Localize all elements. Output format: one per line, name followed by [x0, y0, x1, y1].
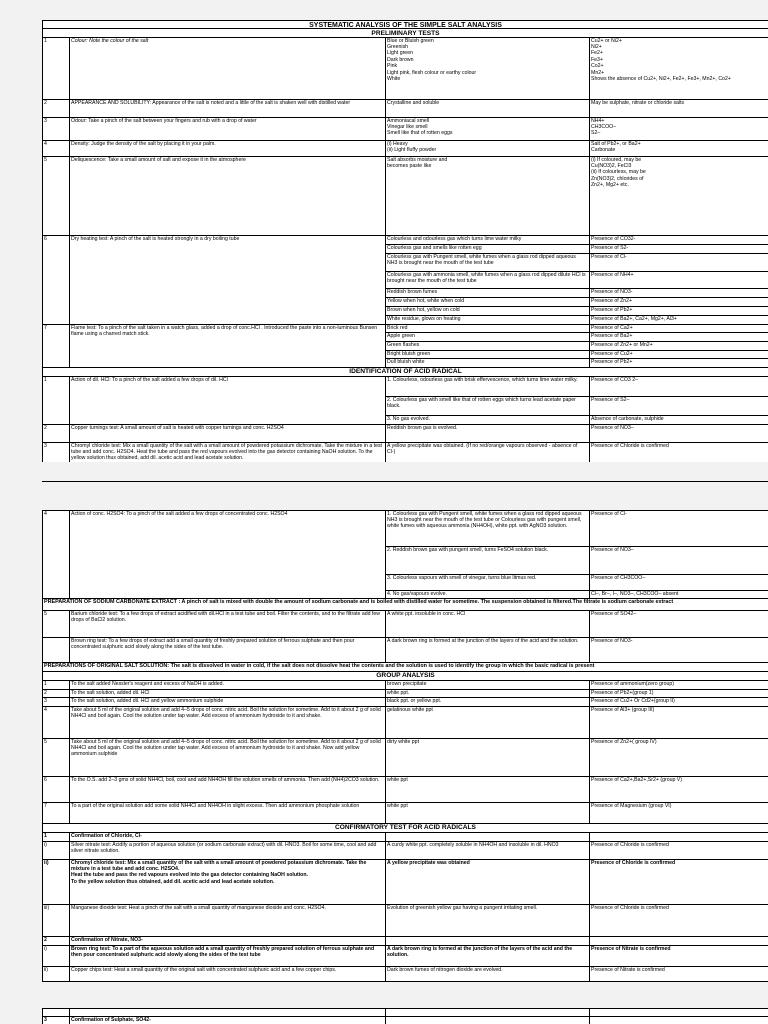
table-row: 3 Chromyl chloride test: Mix a small quantity of the salt with a small amount of powdered potassium dichromate. Take the mixture in a test tube and add conc. H2SO4. Heat the tube and pass the red vapours evolved into the gas detector containing NaOH solution. To the yellow solution thus obtained, add dil. acetic acid and lead acetate solution. A yellow precipitate was obtained. (If no red/orange vapours observed - absence of Cl-) Presence of Chloride is confirmed: [44, 442, 669, 462]
nitrate-section-title: Confirmation of Nitrate, NO3-: [71, 936, 143, 943]
confirmatory-heading: CONFIRMATORY TEST FOR ACID RADICALS: [335, 823, 476, 831]
chloride-section-title: Confirmation of Chloride, Cl-: [71, 832, 142, 839]
table-row: 3 To the salt solution, added dil. HCl and yellow ammonium sulphide black ppt. or yellow ppt. Presence of Cu2+ Or Cd2+(group II): [44, 697, 675, 704]
group-analysis-heading: GROUP ANALYSIS: [376, 671, 435, 679]
table-row: 1 Colour: Note the colour of the salt Blue or Bluish green Greenish Light green Dark brown Pink Light pink, flesh colour or earthy colour White Cu2+ or Ni2+ Ni2+ Fe2+ Fe3+ Co2+ Mn2+ Shows the absence of Cu2+, Ni2+, Fe2+, Fe3+, Mn2+, Co2+: [44, 37, 731, 82]
extract-heading: PREPARATION OF SODIUM CARBONATE EXTRACT : A pinch of salt is mixed with double the amount of sodium carbonate and is boiled with distilled water for sometime. The suspension obtained is filtered.The filtrate is sodium carbonate extract: [44, 598, 674, 605]
table-row: 5 Barium chloride test: To a few drops of extract acidified with dil.HCl in a test tube and boil. Filter the contents, and to the filtrate add few drops of BaCl2 solution. A white ppt. insoluble in conc. HCl Presence of SO42–: [44, 610, 637, 623]
table-row: i) Silver nitrate test: Acidify a portion of aqueous solution (or sodium carbonate extract) with dil. HNO3. Boil for some time, cool and add silver nitrate solution. A curdy white ppt. completely soluble in NH4OH and insoluble in dil. HNO3 Presence of Chloride is confirmed: [44, 841, 669, 854]
page-3: 3 Confirmation of Sulphate, SO42-: [42, 1008, 768, 1024]
table-row: 5 Deliquescence: Take a small amount of salt and expose it in the atmosphere Salt absorbs moisture and becomes paste like (i) If coloured, may be Cu(NO3)2, FeCl3 (ii) If colourless, may be Zn(NO3)2, chlorides of Zn2+, Mg2+ etc.: [44, 156, 646, 189]
table-row: 7 To a part of the original solution add some solid NH4Cl and NH4OH in slight excess. Then add ammonium phosphate solution white ppt Presence of Magnesium (group VI): [44, 802, 672, 809]
original-solution-heading: PREPARATIONS OF ORIGINAL SALT SOLUTION: The salt is dissolved in water in cold, if the salt does not dissolve heat the contents and the solution is used to identify the group in which the basic radical is present: [44, 662, 595, 669]
table-row: 1 To the salt added Nessler's reagent and excess of NaOH is added. brown precipitate Presence of ammonium(zero group): [44, 680, 675, 687]
table-row: 2 Copper turnings test: A small amount of salt is heated with copper turnings and conc. H2SO4 Reddish brown gas is evolved. Presence of NO3–: [44, 424, 634, 431]
table-row: 2 APPEARANCE AND SOLUBILITY: Appearance of the salt is noted and a little of the salt is shaken well with distilled water Crystalline and soluble May be sulphate, nitrate or chloride salts: [44, 99, 685, 106]
table-row: iii) Manganese dioxide test: Heat a pinch of the salt with a small quantity of manganese dioxide and conc. H2SO4. Evolution of greenish yellow gas having a pungent irritating smell. Presence of Chloride is confirmed: [44, 904, 669, 911]
prelim-heading: PRELIMINARY TESTS: [371, 29, 440, 37]
table-row: 4 Take about 5 ml of the original solution and add 4–5 drops of conc. nitric acid. Boil the solution for sometime. Add to it about 2 g of solid NH4Cl and boil again. Cool the solution under tap water. Add excess of ammonium hydroxide to it and shake. gelatinous white ppt Presence of Al3+ (group III): [44, 706, 655, 719]
flame-test: 7 Flame test: To a pinch of the salt taken in a watch glass, added a drop of conc.HCl . Introduced the paste into a non-luminous Bunsen flame using a charred match stick.: [44, 324, 378, 337]
table-row: 5 Take about 5 ml of the original solution and add 4–5 drops of conc. nitric acid. Boil the solution for sometime. Add to it about 2 g of solid NH4Cl and boil again. Cool the solution under tap water. Add excess of ammonium hydroxide to it and shake. Now add yellow ammonium sulphide dirty white ppt Presence of Zn2+( group IV): [44, 738, 657, 758]
page-1: SYSTEMATIC ANALYSIS OF THE SIMPLE SALT ANALYSIS PRELIMINARY TESTS 1 Colour: Note the colour of the salt Blue or Bluish green Greenish Light green Dark brown Pink Light pink, flesh colour or earthy colour White Cu2+ or Ni2+ Ni2+ Fe2+ Fe3+ Co2+ Mn2+ Shows the absence of Cu2+, Ni2+, Fe2+, Fe3+, Mn2+, Co2+ 2 APPEARANCE AND SOLUBILITY: Appearance of the salt is noted and a little of the salt is shaken well with distilled water Crystalline and soluble May be sulphate, nitrate or chloride salts 3 Odour: Take a pinch of the salt between your fingers and rub with a drop of water Ammoniacal smell Vinegar like smell Smell like that of rotten eggs NH4+ CH3COO– S2– 4 Density: Judge the density of the salt by placing it in your palm. (i) Heavy (ii) Light fluffy powder Salt of Pb2+, or Ba2+ Carbonate 5 Deliquescence: Take a small amount of salt and expose it in the atmosphere Salt absorbs moisture and becomes paste like (i) If coloured, may be Cu(NO3)2, FeCl3 (ii) If colourless, may be Zn(NO3)2, chlorides of Zn2+, Mg2+ etc. 6 Dry heating test: A pinch of the salt is heated strongly in a dry boiling tube Colourless and odourless gas which turns lime water milky Presence of CO32- Colourless gas and smells like rotten egg Presence of S2- Colourless gas with Pungent smell, white fumes when a glass rod dipped aqueous NH3 is brought near the mouth of the test tube Presence of Cl- Colourless gas with ammonia smell, white fumes when a glass rod dipped dilute HCl is brought near the mouth of the test tube Presence of NH4+ Reddish brown fumes Presence of NO3- Yellow when hot, white when cold Presence of Zn2+ Brown when hot, yellow on cold Presence of Pb2+ White residue, glows on heating Presence of Ba2+, Ca2+, Mg2+, Al3+ 7 Flame test: To a pinch of the salt taken in a watch glass, added a drop of conc.HCl . Introduced the paste into a non-luminous Bunsen flame using a charred match stick. Brick red Presence of Ca2+ Apple green Presence of Ba2+ Green flashes Presence of Zn2+ or Mn2+ Bright bluish green Presence of Cu2+ Dull bluish white Presence of Pb2+ IDENTIFICATION OF ACID RADICAL 1 Action of dil. HCl: To a pinch of the salt added a few drops of dil. HCl 1. Colourless, odourless gas with brisk effervescence, which turns lime water milky. Presence of CO3 2– 2. Colourless gas with smell like that of rotten eggs which turns lead acetate paper black. Presence of S2– 3. No gas evolved. Absence of carbonate, sulphide 2 Copper turnings test: A small amount of salt is heated with copper turnings and conc. H2SO4 Reddish brown gas is evolved. Presence of NO3– 3 Chromyl chloride test: Mix a small quantity of the salt with a small amount of powdered potassium dichromate. Take the mixture in a test tube and add conc. H2SO4. Heat the tube and pass the red vapours evolved into the gas detector containing NaOH solution. To the yellow solution thus obtained, add dil. acetic acid and lead acetate solution. A yellow precipitate was obtained. (If no red/orange vapours observed - absence of Cl-) Presence of Chloride is confirmed: [42, 20, 768, 462]
sulphate-section-title: Confirmation of Sulphate, SO42-: [71, 1016, 151, 1023]
page-2: 4 Action of conc. H2SO4: To a pinch of the salt added a few drops of concentrated conc. H2SO4 1. Colourless gas with Pungent smell, white fumes when a glass rod dipped aqueous NH3 is brought near the mouth of the test tube or Colourless gas with pungent smell, white fumes with aqueous ammonia (NH4OH), white ppt. with AgNO3 solution. Presence of Cl- 2. Reddish brown gas with pungent smell, turns FeSO4 solution black. Presence of NO3– 3. Colourless vapours with smell of vinegar, turns blue litmus red. Presence of CH3COO– 4. No gas/vapours evolve. Cl–, Br–, I–, NO3–, CH3COO– absent PREPARATION OF SODIUM CARBONATE EXTRACT : A pinch of salt is mixed with double the amount of sodium carbonate and is boiled with distilled water for sometime. The suspension obtained is filtered.The filtrate is sodium carbonate extract 5 Barium chloride test: To a few drops of extract acidified with dil.HCl in a test tube and boil. Filter the contents, and to the filtrate add few drops of BaCl2 solution. A white ppt. insoluble in conc. HCl Presence of SO42– Brown ring test: To a few drops of extract add a small quantity of freshly prepared solution of ferrous sulphate and then pour concentrated sulphuric acid slowly along the sides of the test tube. A dark brown ring is formed at the junction of the layers of the acid and the solution. Presence of NO3- PREPARATIONS OF ORIGINAL SALT SOLUTION: The salt is dissolved in water in cold, if the salt does not dissolve heat the contents and the solution is used to identify the group in which the basic radical is present GROUP ANALYSIS 1 To the salt added Nessler's reagent and excess of NaOH is added. brown precipitate Presence of ammonium(zero group) 2 To the salt solution, added dil. HCl white ppt. Presence of Pb2+(group 1) 3 To the salt solution, added dil. HCl and yellow ammonium sulphide black ppt. or yellow ppt. Presence of Cu2+ Or Cd2+(group II) 4 Take about 5 ml of the original solution and add 4–5 drops of conc. nitric acid. Boil the solution for sometime. Add to it about 2 g of solid NH4Cl and boil again. Cool the solution under tap water. Add excess of ammonium hydroxide to it and shake. gelatinous white ppt Presence of Al3+ (group III) 5 Take about 5 ml of the original solution and add 4–5 drops of conc. nitric acid. Boil the solution for sometime. Add to it about 2 g of solid NH4Cl and boil again. Cool the solution under tap water. Add excess of ammonium hydroxide to it and shake. Now add yellow ammonium sulphide dirty white ppt Presence of Zn2+( group IV) 6 To the O.S. add 2–3 gms of solid NH4Cl, boil, cool and add NH4OH fill the solution smells of ammonia. Then add (NH4)2CO3 solution. white ppt Presence of Ca2+,Ba2+,Sr2+ (group V) 7 To a part of the original solution add some solid NH4Cl and NH4OH in slight excess. Then add ammonium phosphate solution white ppt Presence of Magnesium (group VI) CONFIRMATORY TEST FOR ACID RADICALS 1 Confirmation of Chloride, Cl- i) Silver nitrate test: Acidify a portion of aqueous solution (or sodium carbonate extract) with dil. HNO3. Boil for some time, cool and add silver nitrate solution. A curdy white ppt. completely soluble in NH4OH and insoluble in dil. HNO3 Presence of Chloride is confirmed ii) Chromyl chloride test: Mix a small quantity of the salt with a small amount of powdered potassium dichromate. Take the mixture in a test tube and add conc. H2SO4. Heat the tube and pass the red vapours evolved into the gas detector containing NaOH solution. To the yellow solution thus obtained, add dil. acetic acid and lead acetate solution. A yellow precipitate was obtained Presence of Chloride is confirmed iii) Manganese dioxide test: Heat a pinch of the salt with a small quantity of manganese dioxide and conc. H2SO4. Evolution of greenish yellow gas having a pungent irritating smell. Presence of Chloride is confirmed 2 Confirmation of Nitrate, NO3- i) Brown ring test: To a part of the aqueous solution add a small quantity of freshly prepared solution of ferrous sulphate and then pour concentrated sulphuric acid slowly along the sides of the test tube A dark brown ring is formed at the junction of the layers of the acid and the solution. Presence of Nitrate is confirmed ii) Copper chips test: Heat a small quantity of the original salt with concentrated sulphuric acid and a few copper chips. Dark brown fumes of nitrogen dioxide are evolved. Presence of Nitrate is confirmed: [42, 510, 768, 982]
acid-radical-heading: IDENTIFICATION OF ACID RADICAL: [349, 367, 462, 375]
table-row: 3 Odour: Take a pinch of the salt between your fingers and rub with a drop of water Ammoniacal smell Vinegar like smell Smell like that of rotten eggs NH4+ CH3COO– S2–: [44, 117, 617, 137]
dil-hcl-test: 1 Action of dil. HCl: To a pinch of the salt added a few drops of dil. HCl: [44, 376, 228, 383]
dry-heating-test: 6 Dry heating test: A pinch of the salt is heated strongly in a dry boiling tube: [44, 235, 240, 242]
table-row: ii) Chromyl chloride test: Mix a small quantity of the salt with a small amount of powdered potassium dichromate. Take the mixture in a test tube and add conc. H2SO4. Heat the tube and pass the red vapours evolved into the gas detector containing NaOH solution. To the yellow solution thus obtained, add dil. acetic acid and lead acetate solution. A yellow precipitate was obtained Presence of Chloride is confirmed: [44, 859, 676, 885]
table-row: Brown ring test: To a few drops of extract add a small quantity of freshly prepared solution of ferrous sulphate and then pour concentrated sulphuric acid slowly along the sides of the test tube. A dark brown ring is formed at the junction of the layers of the acid and the solution. Presence of NO3-: [71, 637, 633, 650]
table-row: 4 Density: Judge the density of the salt by placing it in your palm. (i) Heavy (ii) Light fluffy powder Salt of Pb2+, or Ba2+ Carbonate: [44, 140, 641, 153]
conc-h2so4-test: 4 Action of conc. H2SO4: To a pinch of the salt added a few drops of concentrated conc. H2SO4: [44, 510, 288, 517]
table-row: i) Brown ring test: To a part of the aqueous solution add a small quantity of freshly prepared solution of ferrous sulphate and then pour concentrated sulphuric acid slowly along the sides of the test tube A dark brown ring is formed at the junction of the layers of the acid and the solution. Presence of Nitrate is confirmed: [44, 945, 671, 958]
table-row: ii) Copper chips test: Heat a small quantity of the original salt with concentrated sulphuric acid and a few copper chips. Dark brown fumes of nitrogen dioxide are evolved. Presence of Nitrate is confirmed: [44, 966, 665, 973]
table-row: 6 To the O.S. add 2–3 gms of solid NH4Cl, boil, cool and add NH4OH fill the solution smells of ammonia. Then add (NH4)2CO3 solution. white ppt Presence of Ca2+,Ba2+,Sr2+ (group V): [44, 776, 682, 783]
table-row: 2 To the salt solution, added dil. HCl white ppt. Presence of Pb2+(group 1): [44, 689, 654, 696]
page-title: SYSTEMATIC ANALYSIS OF THE SIMPLE SALT ANALYSIS: [309, 21, 502, 28]
